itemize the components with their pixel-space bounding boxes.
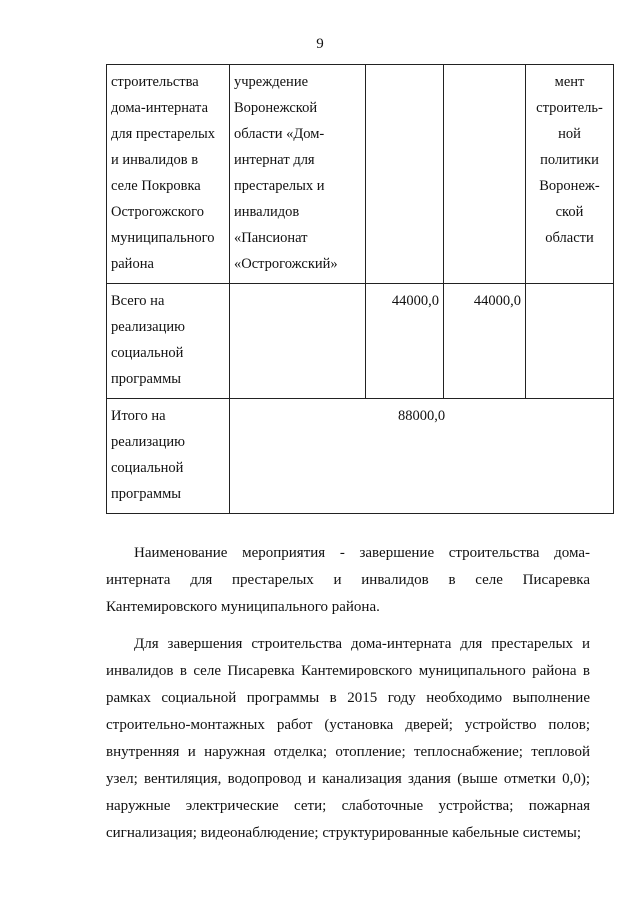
table-cell-total: 88000,0 xyxy=(230,399,614,514)
table-row xyxy=(107,284,614,399)
table-cell-amount xyxy=(444,65,526,284)
table-cell-empty xyxy=(526,284,614,399)
table-cell-amount: 44000,0 xyxy=(366,284,444,399)
program-table xyxy=(106,64,614,514)
body-text xyxy=(106,540,590,857)
paragraph: Наименование мероприятия - завершение строительства дома-интерната для престарелых и инвалидов в селе Писаревка Кантемировского муниципального района. xyxy=(106,545,590,615)
table-cell-label: Всего на реализацию социальной программы xyxy=(107,284,230,399)
table-row xyxy=(107,65,614,284)
table-cell-event: строительства дома-интерната для престарелых и инвалидов в селе Покровка Острогожского муниципального района xyxy=(107,65,230,284)
table-cell-amount xyxy=(366,65,444,284)
table-cell-amount: 44000,0 xyxy=(444,284,526,399)
paragraph: Для завершения строительства дома-интерната для престарелых и инвалидов в селе Писаревка Кантемировского муниципального района в рамках социальной программы в 2015 году необходимо выполнение строительно-монтажных работ (установка дверей; устройство полов; внутренняя и наружная отделка; отопление; теплоснабжение; тепловой узел; вентиляция, водопровод и канализация здания (выше отметки 0,0); наружные электрические сети; слаботочные устройства; пожарная сигнализация; видеонаблюдение; структурированные кабельные системы; xyxy=(106,636,590,841)
table-cell-label: Итого на реализацию социальной программы xyxy=(107,399,230,514)
table-cell-institution: учреждение Воронежской области «Дом- интернат для престарелых и инвалидов «Пансионат «Острогожский» xyxy=(230,65,366,284)
table-cell-executor: мент строитель- ной политики Воронеж- ской области xyxy=(526,65,614,284)
table-row xyxy=(107,399,614,514)
table-cell-empty xyxy=(230,284,366,399)
page-number: 9 xyxy=(316,36,324,52)
